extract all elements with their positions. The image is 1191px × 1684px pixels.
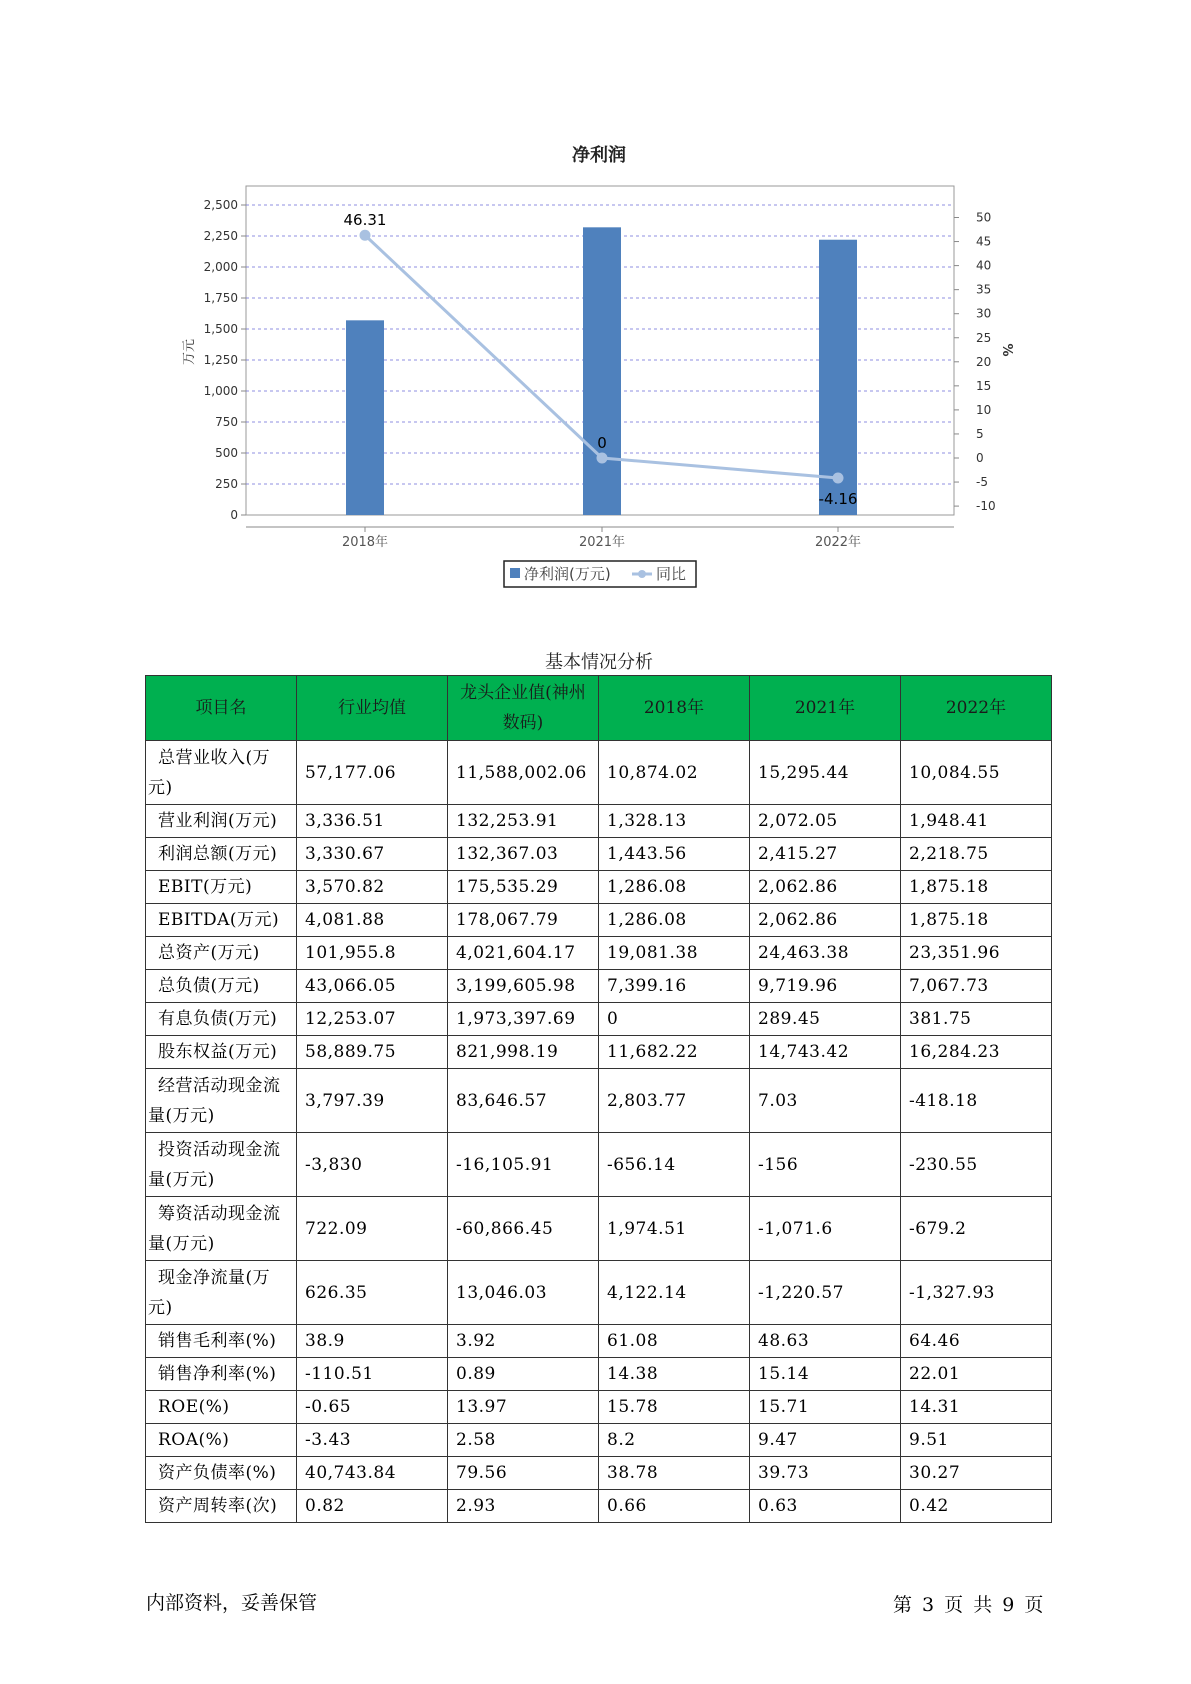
table-row xyxy=(146,1036,1052,1069)
y2-tick-label: 25 xyxy=(976,330,992,345)
value-cell: 1,875.18 xyxy=(901,904,1052,937)
yoy-point xyxy=(597,453,608,464)
value-cell: 13.97 xyxy=(448,1391,599,1424)
row-label-cell: 有息负债(万元) xyxy=(146,1003,297,1036)
table-row xyxy=(146,1003,1052,1036)
value-cell: 9.51 xyxy=(901,1424,1052,1457)
value-cell: 22.01 xyxy=(901,1358,1052,1391)
value-cell: 15,295.44 xyxy=(750,741,901,805)
value-cell: 289.45 xyxy=(750,1003,901,1036)
table-row xyxy=(146,1391,1052,1424)
y2-tick-label: 5 xyxy=(976,426,984,441)
y-tick-label: 2,250 xyxy=(203,229,238,243)
value-cell: 0.66 xyxy=(599,1490,750,1523)
value-cell: 1,875.18 xyxy=(901,871,1052,904)
value-cell: -1,327.93 xyxy=(901,1261,1052,1325)
table-row xyxy=(146,741,1052,805)
value-cell: 101,955.8 xyxy=(297,937,448,970)
legend-bar-label: 净利润(万元) xyxy=(524,565,611,583)
value-cell: 1,974.51 xyxy=(599,1197,750,1261)
y2-tick-label: 45 xyxy=(976,234,992,249)
value-cell: 0 xyxy=(599,1003,750,1036)
y2-tick-label: -5 xyxy=(976,475,988,490)
value-cell: 11,588,002.06 xyxy=(448,741,599,805)
row-label-cell: 经营活动现金流量(万元) xyxy=(146,1069,297,1133)
legend-line-marker xyxy=(638,570,646,578)
y-tick-label: 500 xyxy=(215,446,238,460)
value-cell: 2,803.77 xyxy=(599,1069,750,1133)
value-cell: 14.38 xyxy=(599,1358,750,1391)
table-row xyxy=(146,1197,1052,1261)
value-cell: 58,889.75 xyxy=(297,1036,448,1069)
net-profit-bar xyxy=(583,227,621,515)
value-cell: 79.56 xyxy=(448,1457,599,1490)
value-cell: 3,199,605.98 xyxy=(448,970,599,1003)
yoy-data-label: 46.31 xyxy=(343,211,387,230)
table-row xyxy=(146,1424,1052,1457)
table-row xyxy=(146,805,1052,838)
table-row xyxy=(146,1358,1052,1391)
value-cell: -110.51 xyxy=(297,1358,448,1391)
table-row xyxy=(146,1457,1052,1490)
row-label-cell: 营业利润(万元) xyxy=(146,805,297,838)
row-label-cell: 利润总额(万元) xyxy=(146,838,297,871)
value-cell: 2,415.27 xyxy=(750,838,901,871)
value-cell: 40,743.84 xyxy=(297,1457,448,1490)
value-cell: 8.2 xyxy=(599,1424,750,1457)
table-row xyxy=(146,1133,1052,1197)
value-cell: -679.2 xyxy=(901,1197,1052,1261)
value-cell: 0.63 xyxy=(750,1490,901,1523)
value-cell: 2,218.75 xyxy=(901,838,1052,871)
yoy-data-label: -4.16 xyxy=(818,490,858,509)
y-tick-label: 1,250 xyxy=(203,353,238,367)
value-cell: -418.18 xyxy=(901,1069,1052,1133)
y2-tick-label: 0 xyxy=(976,451,984,465)
x-axis xyxy=(246,527,954,550)
y2-tick-label: 30 xyxy=(976,306,992,321)
x-tick-label: 2021年 xyxy=(578,535,626,550)
value-cell: 3.92 xyxy=(448,1325,599,1358)
value-cell: -60,866.45 xyxy=(448,1197,599,1261)
value-cell: 48.63 xyxy=(750,1325,901,1358)
y2-tick-label: 50 xyxy=(976,210,992,225)
value-cell: 2.58 xyxy=(448,1424,599,1457)
value-cell: 15.71 xyxy=(750,1391,901,1424)
value-cell: -3,830 xyxy=(297,1133,448,1197)
value-cell: 626.35 xyxy=(297,1261,448,1325)
legend-bar-swatch xyxy=(510,568,520,578)
y2-tick-label: 20 xyxy=(976,354,992,369)
yoy-point xyxy=(360,230,371,241)
row-label-cell: 资产周转率(次) xyxy=(146,1490,297,1523)
row-label-cell: 现金净流量(万元) xyxy=(146,1261,297,1325)
value-cell: 7,399.16 xyxy=(599,970,750,1003)
x-tick-label: 2018年 xyxy=(341,535,389,550)
value-cell: 30.27 xyxy=(901,1457,1052,1490)
value-cell: 0.82 xyxy=(297,1490,448,1523)
value-cell: 38.78 xyxy=(599,1457,750,1490)
row-label-cell: 总营业收入(万元) xyxy=(146,741,297,805)
value-cell: 10,874.02 xyxy=(599,741,750,805)
table-row xyxy=(146,970,1052,1003)
value-cell: 24,463.38 xyxy=(750,937,901,970)
table-row xyxy=(146,871,1052,904)
value-cell: 132,253.91 xyxy=(448,805,599,838)
value-cell: 15.78 xyxy=(599,1391,750,1424)
value-cell: 3,336.51 xyxy=(297,805,448,838)
value-cell: 3,570.82 xyxy=(297,871,448,904)
value-cell: 1,328.13 xyxy=(599,805,750,838)
table-header-cell: 2018年 xyxy=(599,676,750,741)
value-cell: 38.9 xyxy=(297,1325,448,1358)
row-label-cell: 销售毛利率(%) xyxy=(146,1325,297,1358)
value-cell: -0.65 xyxy=(297,1391,448,1424)
value-cell: -1,071.6 xyxy=(750,1197,901,1261)
chart-title: 净利润 xyxy=(572,145,626,166)
value-cell: 2.93 xyxy=(448,1490,599,1523)
value-cell: 11,682.22 xyxy=(599,1036,750,1069)
y-tick-label: 2,000 xyxy=(203,260,238,274)
row-label-cell: 筹资活动现金流量(万元) xyxy=(146,1197,297,1261)
y2-tick-label: 15 xyxy=(976,378,992,393)
value-cell: 10,084.55 xyxy=(901,741,1052,805)
value-cell: 175,535.29 xyxy=(448,871,599,904)
table-header-cell: 龙头企业值(神州数码) xyxy=(448,676,599,741)
row-label-cell: 总资产(万元) xyxy=(146,937,297,970)
value-cell: 15.14 xyxy=(750,1358,901,1391)
y2-tick-label: 40 xyxy=(976,258,992,273)
value-cell: 19,081.38 xyxy=(599,937,750,970)
value-cell: 14.31 xyxy=(901,1391,1052,1424)
value-cell: 9,719.96 xyxy=(750,970,901,1003)
value-cell: -656.14 xyxy=(599,1133,750,1197)
value-cell: 2,072.05 xyxy=(750,805,901,838)
value-cell: -156 xyxy=(750,1133,901,1197)
value-cell: 83,646.57 xyxy=(448,1069,599,1133)
table-row xyxy=(146,1325,1052,1358)
value-cell: 23,351.96 xyxy=(901,937,1052,970)
table-row xyxy=(146,1069,1052,1133)
row-label-cell: ROA(%) xyxy=(146,1424,297,1457)
legend-line-label: 同比 xyxy=(656,565,687,583)
basic-analysis-table xyxy=(145,675,1052,1523)
value-cell: -230.55 xyxy=(901,1133,1052,1197)
y2-axis-label: % xyxy=(999,343,1014,357)
y-tick-label: 1,000 xyxy=(203,384,238,398)
table-header-cell: 行业均值 xyxy=(297,676,448,741)
value-cell: 7,067.73 xyxy=(901,970,1052,1003)
y-tick-label: 2,500 xyxy=(203,198,238,212)
yoy-data-label: 0 xyxy=(597,434,607,452)
value-cell: 64.46 xyxy=(901,1325,1052,1358)
value-cell: 3,330.67 xyxy=(297,838,448,871)
right-y-axis xyxy=(954,211,996,514)
table-row xyxy=(146,937,1052,970)
row-label-cell: 资产负债率(%) xyxy=(146,1457,297,1490)
value-cell: 7.03 xyxy=(750,1069,901,1133)
value-cell: 39.73 xyxy=(750,1457,901,1490)
value-cell: 14,743.42 xyxy=(750,1036,901,1069)
value-cell: 2,062.86 xyxy=(750,871,901,904)
value-cell: 4,021,604.17 xyxy=(448,937,599,970)
value-cell: -3.43 xyxy=(297,1424,448,1457)
table-row xyxy=(146,1490,1052,1523)
y-axis-label: 万元 xyxy=(182,338,197,366)
y2-tick-label: -10 xyxy=(976,499,996,514)
value-cell: 1,286.08 xyxy=(599,904,750,937)
value-cell: 132,367.03 xyxy=(448,838,599,871)
y2-tick-label: 35 xyxy=(976,282,992,297)
left-y-axis xyxy=(204,198,246,522)
y-tick-label: 750 xyxy=(215,415,238,429)
value-cell: 1,973,397.69 xyxy=(448,1003,599,1036)
table-header-row xyxy=(146,676,1052,741)
value-cell: -16,105.91 xyxy=(448,1133,599,1197)
table-row xyxy=(146,1261,1052,1325)
net-profit-chart xyxy=(0,0,1191,600)
x-tick-label: 2022年 xyxy=(814,535,862,550)
row-label-cell: EBIT(万元) xyxy=(146,871,297,904)
y-tick-label: 1,750 xyxy=(203,291,238,305)
net-profit-bar xyxy=(346,320,384,515)
row-label-cell: 投资活动现金流量(万元) xyxy=(146,1133,297,1197)
footer-confidential: 内部资料，妥善保管 xyxy=(146,1592,318,1614)
value-cell: 0.42 xyxy=(901,1490,1052,1523)
value-cell: 4,081.88 xyxy=(297,904,448,937)
value-cell: 821,998.19 xyxy=(448,1036,599,1069)
value-cell: 9.47 xyxy=(750,1424,901,1457)
table-header-cell: 项目名 xyxy=(146,676,297,741)
value-cell: 13,046.03 xyxy=(448,1261,599,1325)
y2-tick-label: 10 xyxy=(976,402,992,417)
value-cell: 381.75 xyxy=(901,1003,1052,1036)
row-label-cell: 总负债(万元) xyxy=(146,970,297,1003)
y-tick-label: 250 xyxy=(215,477,238,491)
value-cell: 3,797.39 xyxy=(297,1069,448,1133)
row-label-cell: 销售净利率(%) xyxy=(146,1358,297,1391)
table-row xyxy=(146,904,1052,937)
value-cell: 178,067.79 xyxy=(448,904,599,937)
value-cell: 1,948.41 xyxy=(901,805,1052,838)
y-tick-label: 1,500 xyxy=(203,322,238,336)
row-label-cell: ROE(%) xyxy=(146,1391,297,1424)
chart-legend xyxy=(504,561,696,587)
value-cell: 12,253.07 xyxy=(297,1003,448,1036)
value-cell: 57,177.06 xyxy=(297,741,448,805)
value-cell: 16,284.23 xyxy=(901,1036,1052,1069)
table-row xyxy=(146,838,1052,871)
value-cell: 1,443.56 xyxy=(599,838,750,871)
table-header-cell: 2022年 xyxy=(901,676,1052,741)
table-header-cell: 2021年 xyxy=(750,676,901,741)
value-cell: 43,066.05 xyxy=(297,970,448,1003)
row-label-cell: 股东权益(万元) xyxy=(146,1036,297,1069)
yoy-point xyxy=(833,473,844,484)
value-cell: 1,286.08 xyxy=(599,871,750,904)
value-cell: 4,122.14 xyxy=(599,1261,750,1325)
value-cell: 61.08 xyxy=(599,1325,750,1358)
row-label-cell: EBITDA(万元) xyxy=(146,904,297,937)
table-caption: 基本情况分析 xyxy=(545,652,653,673)
value-cell: 0.89 xyxy=(448,1358,599,1391)
footer-page-number: 第 3 页 共 9 页 xyxy=(893,1594,1044,1616)
value-cell: 722.09 xyxy=(297,1197,448,1261)
value-cell: 2,062.86 xyxy=(750,904,901,937)
value-cell: -1,220.57 xyxy=(750,1261,901,1325)
y-tick-label: 0 xyxy=(230,508,238,522)
